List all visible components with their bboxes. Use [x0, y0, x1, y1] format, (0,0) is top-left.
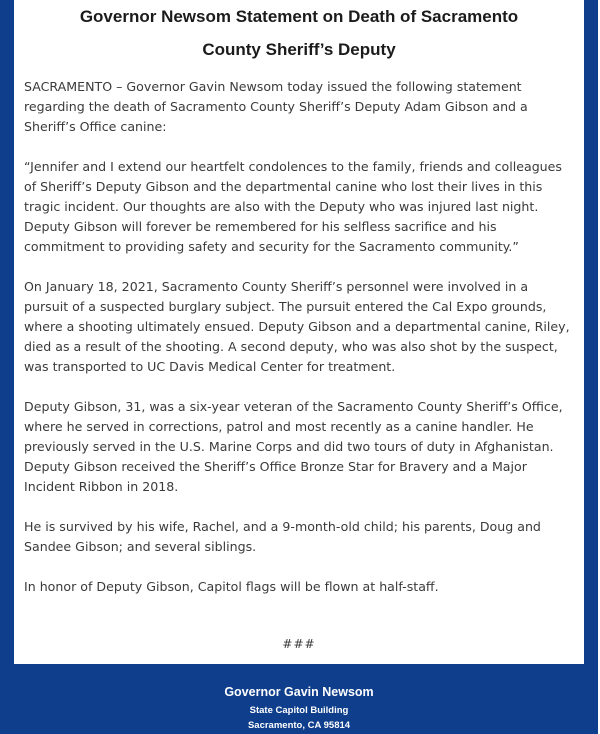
page-title	[14, 0, 584, 66]
end-separator: ###	[282, 637, 316, 651]
press-release-content	[14, 0, 584, 664]
flags-paragraph: In honor of Deputy Gibson, Capitol flags will be flown at half-staff.	[24, 579, 439, 594]
release-body	[24, 77, 576, 597]
title-line-2: County Sheriff’s Deputy	[202, 40, 396, 59]
incident-paragraph: On January 18, 2021, Sacramento County Sheriff’s personnel were involved in a pursuit of a suspected burglary subject. The pursuit entered the Cal Expo grounds, where a shooting ultimately ensued. Deputy Gibson and a departmental canine, Riley, died as a result of the shooting. A second deputy, who was also shot by the suspect, was transported to UC Davis Medical Center for treatment.	[24, 279, 570, 374]
title-line-1: Governor Newsom Statement on Death of Sacramento	[79, 7, 519, 26]
footer-office-name: Governor Gavin Newsom	[224, 685, 374, 699]
survivors-paragraph: He is survived by his wife, Rachel, and a 9-month-old child; his parents, Doug and Sandee Gibson; and several siblings.	[24, 519, 541, 554]
biography-paragraph: Deputy Gibson, 31, was a six-year veteran of the Sacramento County Sheriff’s Office, where he served in corrections, patrol and most recently as a canine handler. He previously served in the U.S. Marine Corps and did two tours of duty in Afghanistan. Deputy Gibson received the Sheriff’s Office Bronze Star for Bravery and a Major Incident Ribbon in 2018.	[24, 399, 563, 494]
footer-address-line-1: State Capitol Building	[249, 705, 349, 716]
intro-paragraph: SACRAMENTO – Governor Gavin Newsom today issued the following statement regarding the death of Sacramento County Sheriff’s Deputy Adam Gibson and a Sheriff’s Office canine:	[24, 79, 528, 134]
left-border-band	[0, 0, 14, 734]
footer-address-line-2: Sacramento, CA 95814	[247, 720, 351, 731]
footer	[14, 664, 584, 734]
quote-paragraph: “Jennifer and I extend our heartfelt condolences to the family, friends and colleagues of Sheriff’s Deputy Gibson and the departmental canine who lost their lives in this tragic incident. Our thoughts are also with the Deputy who was injured last night. Deputy Gibson will forever be remembered for his selfless sacrifice and his commitment to providing safety and security for the Sacramento community.”	[24, 159, 562, 254]
